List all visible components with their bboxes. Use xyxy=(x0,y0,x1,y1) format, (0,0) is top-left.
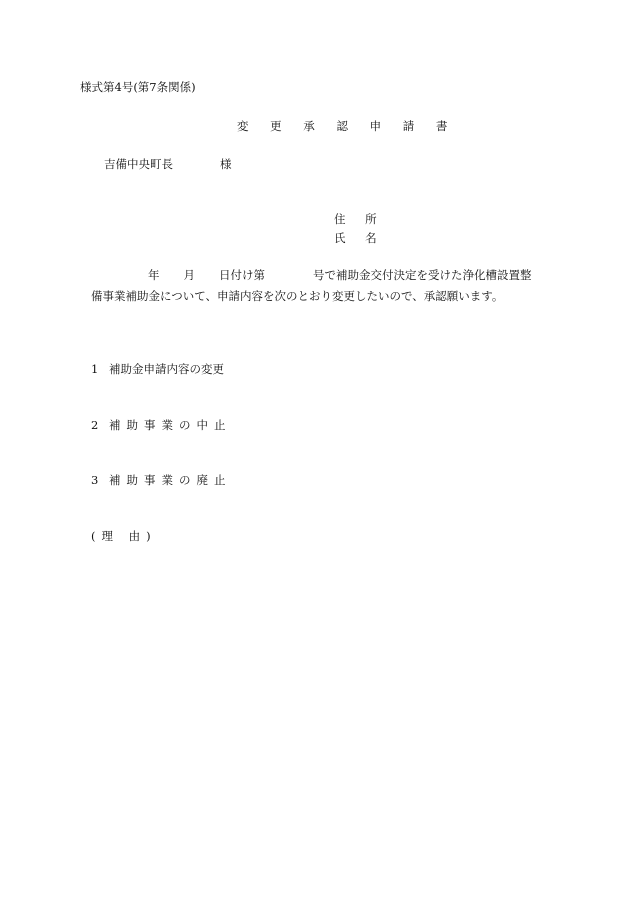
body-line-1 xyxy=(148,268,532,282)
item-text: 補助金申請内容の変更 xyxy=(109,362,224,376)
item-number: 2 xyxy=(91,418,99,432)
form-number: 様式第4号(第7条関係) xyxy=(80,80,196,94)
item-number: 1 xyxy=(91,362,99,376)
name-label: 氏 名 xyxy=(334,231,385,245)
item-text: 補助事業の廃止 xyxy=(109,473,232,487)
date-prefix-label: 日付け第 xyxy=(219,268,265,282)
month-label: 月 xyxy=(183,268,195,282)
year-label: 年 xyxy=(148,268,160,282)
body-line-1-rest: 号で補助金交付決定を受けた浄化槽設置整 xyxy=(313,268,532,282)
addressee-name: 吉備中央町長 xyxy=(104,157,173,171)
document-title: 変 更 承 認 申 請 書 xyxy=(237,119,457,133)
list-item xyxy=(91,362,224,376)
reason-label: (理 由) xyxy=(91,529,157,543)
body-line-2: 備事業補助金について、申請内容を次のとおり変更したいので、承認願います。 xyxy=(91,289,504,303)
list-item xyxy=(91,418,232,432)
list-item xyxy=(91,473,232,487)
item-text: 補助事業の中止 xyxy=(109,418,232,432)
address-label: 住 所 xyxy=(334,212,385,226)
addressee-suffix: 様 xyxy=(220,157,232,171)
item-number: 3 xyxy=(91,473,99,487)
